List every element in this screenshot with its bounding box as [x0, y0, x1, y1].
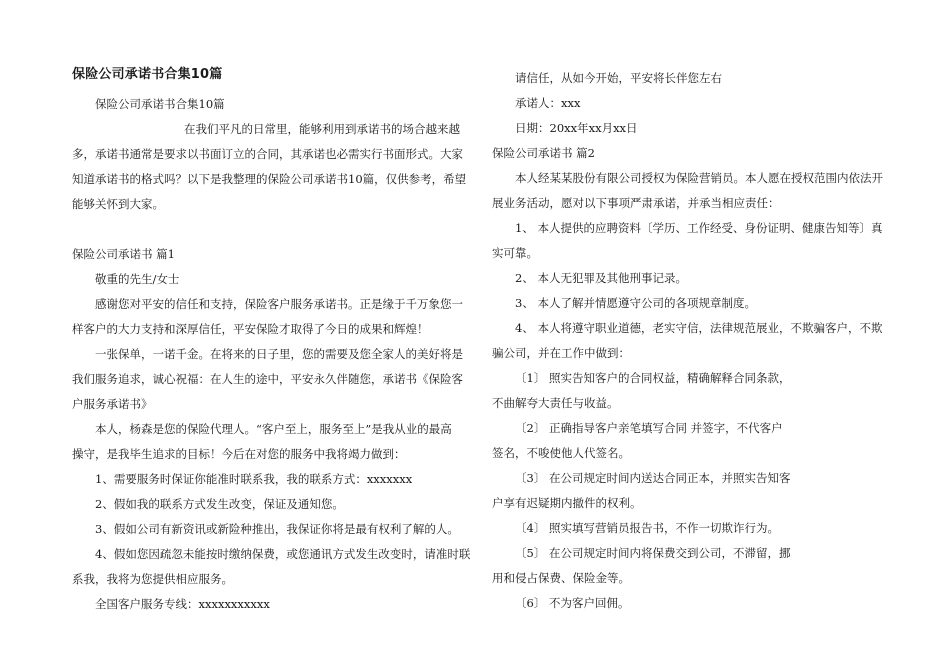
article2-subitem-line: 用和侵占保费、保险金等。 — [492, 571, 630, 585]
document-subtitle: 保险公司承诺书合集10篇 — [95, 97, 225, 111]
intro-line: 多，承诺书通常是要求以书面订立的合同，其承诺也必需实行书面形式。大家 — [72, 147, 463, 161]
article2-intro-line: 展业务活动，愿对以下事项严肃承诺，并承当相应责任： — [492, 196, 780, 210]
article2-subitem-line: 〔6〕 不为客户回佣。 — [515, 596, 630, 610]
article2-item4-line: 4、 本人将遵守职业道德，老实守信，法律规范展业，不欺骗客户，不欺 — [515, 321, 883, 335]
article2-subitem-line: 〔5〕 在公司规定时间内将保费交到公司，不滞留，挪 — [515, 546, 791, 560]
article1-para1-line: 样客户的大力支持和深厚信任，平安保险才取得了今日的成果和辉煌！ — [72, 322, 429, 336]
article2-item4-line: 骗公司，并在工作中做到： — [492, 346, 630, 360]
article1-para2-line: 我们服务追求，诚心祝福：在人生的途中，平安永久伴随您，承诺书《保险客 — [72, 372, 463, 386]
document-title: 保险公司承诺书合集10篇 — [72, 67, 223, 82]
article2-item1-line: 实可靠。 — [492, 246, 538, 260]
article1-para2-line: 户服务承诺书》 — [72, 397, 153, 411]
right-column — [492, 66, 884, 616]
article1-signer: 承诺人：xxx — [515, 96, 581, 110]
spacer — [72, 217, 464, 242]
article2-heading: 保险公司承诺书 篇2 — [492, 146, 595, 160]
article1-para1-line: 感谢您对平安的信任和支持，保险客户服务承诺书。正是缘于千万象您一 — [95, 297, 463, 311]
article1-greeting: 敬重的先生/女士 — [95, 272, 180, 286]
left-column — [72, 66, 471, 617]
article2-subitem-line: 户享有迟疑期内撤件的权利。 — [492, 496, 642, 510]
article2-subitem-line: 〔3〕 在公司规定时间内送达合同正本，并照实告知客 — [515, 471, 791, 485]
article2-item3: 3、 本人了解并情愿遵守公司的各项规章制度。 — [515, 296, 756, 310]
intro-line: 能够关怀到大家。 — [72, 197, 164, 211]
intro-line: 知道承诺书的格式吗？以下是我整理的保险公司承诺书10篇，仅供参考，希望 — [72, 172, 467, 186]
article1-item: 1、需要服务时保证你能准时联系我，我的联系方式：xxxxxxx — [95, 472, 413, 486]
article1-hotline: 全国客户服务专线：xxxxxxxxxxx — [95, 597, 270, 611]
article1-item4-line: 4、假如您因疏忽未能按时缴纳保费，或您通讯方式发生改变时，请准时联 — [95, 547, 471, 561]
article1-para2-line: 一张保单，一诺千金。在将来的日子里，您的需要及您全家人的美好将是 — [95, 347, 463, 361]
article1-para3-line: 本人，杨森是您的保险代理人。“客户至上，服务至上”是我从业的最高 — [95, 422, 452, 436]
article2-subitem-line: 不曲解夸大责任与收益。 — [492, 396, 619, 410]
article1-item: 2、假如我的联系方式发生改变，保证及通知您。 — [95, 497, 344, 511]
article2-intro-line: 本人经某某股份有限公司授权为保险营销员。本人愿在授权范围内依法开 — [515, 171, 883, 185]
article2-item2: 2、 本人无犯罪及其他刑事记录。 — [515, 271, 687, 285]
article2-item1-line: 1、 本人提供的应聘资料〔学历、工作经受、身份证明、健康告知等〕真 — [515, 221, 883, 235]
article1-heading: 保险公司承诺书 篇1 — [72, 247, 175, 261]
article2-subitem-line: 签名，不唆使他人代签名。 — [492, 446, 630, 460]
article1-item4-line: 系我，我将为您提供相应服务。 — [72, 572, 233, 586]
article2-subitem-line: 〔4〕 照实填写营销员报告书，不作一切欺诈行为。 — [515, 521, 779, 535]
article1-item: 3、假如公司有新资讯或新险种推出，我保证你将是最有权利了解的人。 — [95, 522, 459, 536]
article1-para3-line: 操守，是我毕生追求的目标！今后在对您的服务中我将竭力做到： — [72, 447, 406, 461]
article1-date: 日期：20xx年xx月xx日 — [515, 121, 638, 135]
article1-closing: 请信任，从如今开始，平安将长伴您左右 — [515, 71, 722, 85]
intro-line: 在我们平凡的日常里，能够利用到承诺书的场合越来越 — [184, 122, 460, 136]
article2-subitem-line: 〔1〕 照实告知客户的合同权益，精确解释合同条款， — [515, 371, 791, 385]
article2-subitem-line: 〔2〕 正确指导客户亲笔填写合同 并签字，不代客户 — [515, 421, 783, 435]
